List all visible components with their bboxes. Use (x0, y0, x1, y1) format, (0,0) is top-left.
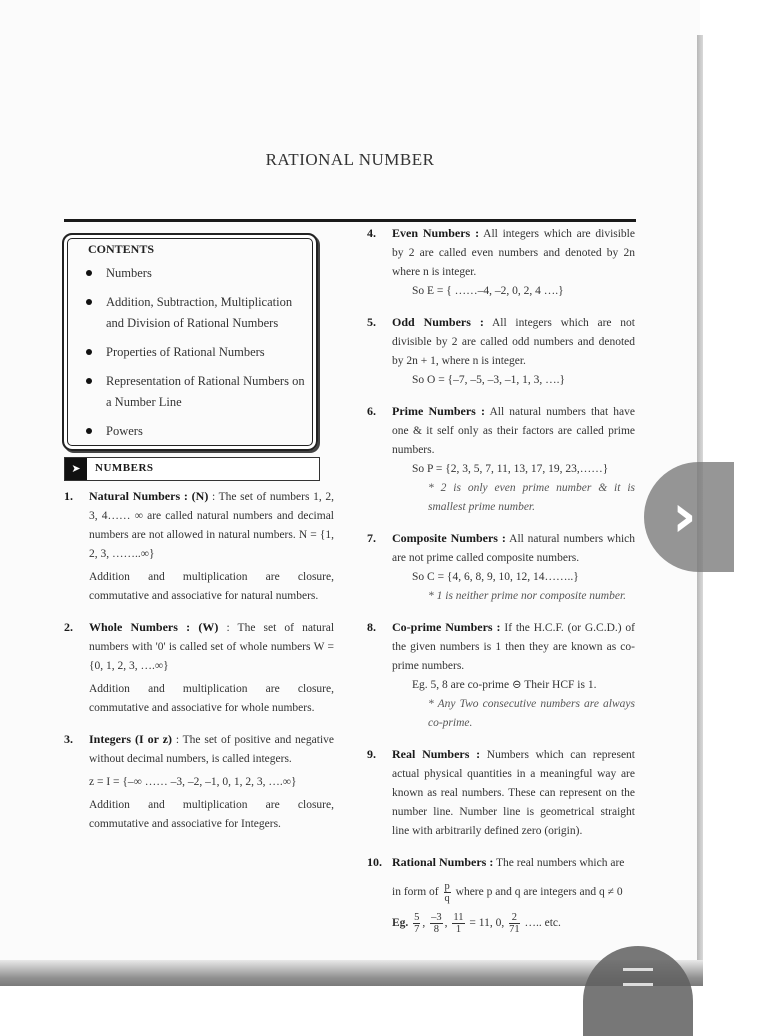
example-fraction: $\frac{5}{7}$ (414, 912, 420, 935)
item-number: 3. (64, 732, 73, 746)
item-heading: Whole Numbers : (W) (89, 620, 219, 634)
item-paragraph: Addition and multiplication are closure, commutative and associative for natural numbers. (89, 571, 334, 602)
definition-item (367, 313, 635, 390)
example-label: Eg. (392, 917, 409, 930)
item-number: 5. (367, 315, 376, 329)
bullet-icon (86, 349, 92, 355)
item-heading: Odd Numbers : (392, 315, 484, 329)
rational-form-line (392, 881, 635, 904)
form-suffix: where p and q are integers and q ≠ 0 (455, 886, 623, 899)
contents-item: Addition, Subtraction, Multiplication and Division of Rational Numbers (84, 292, 312, 334)
contents-item: Representation of Rational Numbers on a Number Line (84, 371, 312, 413)
item-heading: Composite Numbers : (392, 531, 506, 545)
item-paragraph: Addition and multiplication are closure, commutative and associative for whole numbers. (89, 683, 334, 714)
item-text: All integers which are divisible by 2 are called even numbers and denoted by 2n where n is integer. (392, 228, 635, 278)
item-heading: Real Numbers : (392, 747, 481, 761)
item-text: : The set of natural numbers with '0' is called set of whole numbers W = {0, 1, 2, 3, ….∞} (89, 622, 335, 672)
item-number: 8. (367, 620, 376, 634)
example-fraction: $\frac{2}{71}$ (509, 912, 520, 935)
item-heading: Even Numbers : (392, 226, 480, 240)
item-heading: Natural Numbers : (N) (89, 489, 209, 503)
item-heading: Integers (I or z) (89, 732, 172, 746)
item-text: All natural numbers that have one & it self only as their factors are called prime numbers. (392, 406, 635, 456)
example-fraction: $\frac{11}{1}$ (453, 912, 464, 935)
bullet-icon (86, 299, 92, 305)
item-heading: Prime Numbers : (392, 404, 486, 418)
item-paragraph: Addition and multiplication are closure, commutative and associative for Integers. (89, 799, 334, 830)
example-tail: ….. etc. (524, 917, 561, 930)
item-set: So E = { ……–4, –2, 0, 2, 4 ….} (412, 285, 564, 297)
item-set: So P = {2, 3, 5, 7, 11, 13, 17, 19, 23,……} (412, 463, 609, 475)
example-fraction: $\frac{-3}{8}$ (431, 912, 442, 935)
contents-item: Numbers (84, 263, 312, 284)
definition-item (367, 853, 635, 935)
section-title: NUMBERS (95, 462, 154, 474)
fraction-p-q: $\frac{p}{q}$ (444, 881, 450, 904)
item-note: * Any Two consecutive numbers are always co-prime. (428, 698, 635, 729)
item-text: : The set of numbers 1, 2, 3, 4…… ∞ are called natural numbers and decimal numbers are not allowed in natural numbers. N = {1, 2, 3, ……..∞} (89, 491, 334, 560)
item-note: * 2 is only even prime number & it is smallest prime number. (428, 482, 635, 513)
item-number: 10. (367, 855, 382, 869)
item-text: All integers which are not divisible by 2 are called odd numbers and denoted by 2n + 1, where n is integer. (392, 317, 635, 367)
section-header (64, 457, 320, 481)
item-text: Numbers which can represent actual physical quantities in a meaningful way are known as real numbers. These can represent on the number line. Number line is geometrical straight line with arbitrarily defined zero (origin). (392, 749, 636, 837)
chevron-right-icon: › (672, 481, 697, 551)
form-prefix: in form of (392, 886, 439, 899)
item-set: So C = {4, 6, 8, 9, 10, 12, 14……..} (412, 571, 579, 583)
definition-item (64, 618, 334, 718)
item-heading: Rational Numbers : (392, 855, 494, 869)
item-number: 9. (367, 747, 376, 761)
menu-icon (623, 968, 653, 986)
bullet-icon (86, 378, 92, 384)
item-text: : The set of positive and negative without decimal numbers, is called integers. (89, 734, 335, 765)
left-column (64, 487, 334, 846)
item-text: If the H.C.F. (or G.C.D.) of the given numbers is 1 then they are known as co-prime numbers. (392, 622, 635, 672)
right-column (367, 224, 635, 947)
item-set: So O = {–7, –5, –3, –1, 1, 3, ….} (412, 374, 565, 386)
definition-item (367, 618, 635, 733)
item-number: 2. (64, 620, 73, 634)
definition-item (64, 730, 334, 834)
contents-list (84, 263, 312, 450)
definition-item (367, 745, 635, 841)
contents-item: Properties of Rational Numbers (84, 342, 312, 363)
contents-box (62, 233, 318, 451)
bullet-icon (86, 270, 92, 276)
definition-item (367, 224, 635, 301)
definition-item (64, 487, 334, 606)
item-text: All natural numbers which are not prime called composite numbers. (392, 533, 635, 564)
page-title: RATIONAL NUMBER (265, 150, 435, 169)
item-number: 6. (367, 404, 376, 418)
item-number: 1. (64, 489, 73, 503)
definition-item (367, 529, 635, 606)
definition-item (367, 402, 635, 517)
example-middle: = 11, 0, (469, 917, 505, 930)
contents-item: Powers (84, 421, 312, 442)
item-number: 4. (367, 226, 376, 240)
item-note: * 1 is neither prime nor composite number. (428, 590, 627, 602)
item-number: 7. (367, 531, 376, 545)
contents-heading: CONTENTS (88, 242, 155, 256)
item-set: z = I = {–∞ …… –3, –2, –1, 0, 1, 2, 3, ….∞} (89, 776, 297, 788)
rational-example-line: Eg. $\frac{5}{7}$ , $\frac{-3}{8}$ , $\frac{11}{1}$ = 11, 0, $\frac{2}{71}$ ….. etc. (392, 912, 561, 935)
chevron-right-icon: ➤ (65, 458, 87, 480)
item-text: The real numbers which are (496, 857, 625, 869)
heading-rule (64, 219, 636, 222)
item-heading: Co-prime Numbers : (392, 620, 501, 634)
bullet-icon (86, 428, 92, 434)
item-example: Eg. 5, 8 are co-prime ⊝ Their HCF is 1. (412, 679, 597, 691)
